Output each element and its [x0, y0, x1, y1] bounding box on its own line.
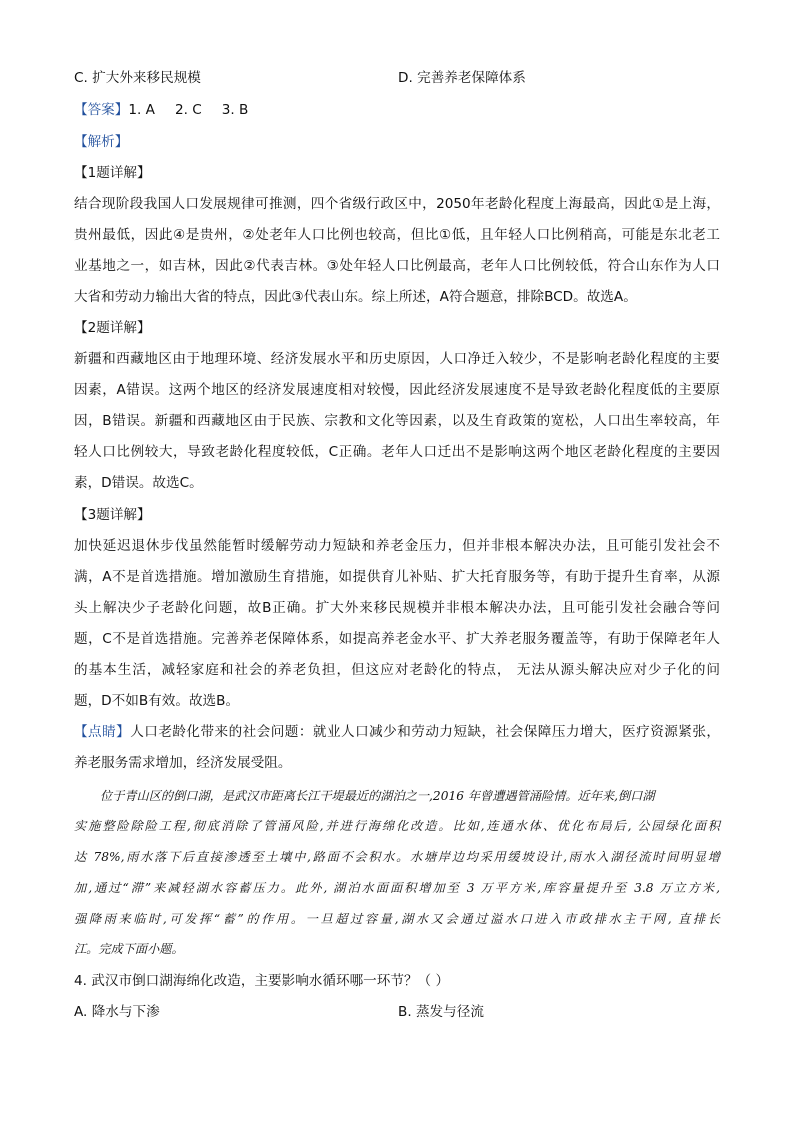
point-line [74, 723, 720, 741]
q2-line: 新疆和西藏地区由于地理环境、经济发展水平和历史原因，人口净迁入较少，不是影响老龄化程度的主要 [74, 351, 720, 367]
q3-line: 题，D不如B有效。故选B。 [74, 693, 240, 709]
q4-stem: 4. 武汉市倒口湖海绵化改造，主要影响水循环哪一环节？（ ） [74, 973, 450, 989]
point-text: 人口老龄化带来的社会问题：就业人口减少和劳动力短缺，社会保障压力增大，医疗资源紧张， [130, 724, 721, 740]
point-line: 养老服务需求增加，经济发展受阻。 [74, 755, 292, 771]
passage-line: 实施整险除险工程,彻底消除了管涌风险,并进行海绵化改造。比如,连通水体、优化布局后, 公园绿化面积 [74, 819, 720, 833]
passage-line: 达 78%,雨水落下后直接渗透至土壤中,路面不会积水。水塘岸边均采用缓坡设计,雨水入湖径流时间明显增 [74, 850, 720, 864]
q1-line: 结合现阶段我国人口发展规律可推测，四个省级行政区中，2050年老龄化程度上海最高，因此①是上海， [74, 196, 720, 212]
q3-line: 的基本生活，减轻家庭和社会的养老负担，但这应对老龄化的特点， 无法从源头解决应对少子化的问 [74, 662, 720, 678]
passage-line: 位于青山区的倒口湖，是武汉市距离长江干堤最近的湖泊之一,2016 年曾遭遇管涌险情。近年来,倒口湖 [100, 789, 655, 803]
answer-1: 1. A [128, 102, 155, 118]
q1-line: 业基地之一，如吉林，因此②代表吉林。③处年轻人口比例最高，老年人口比例较低，符合山东作为人口 [74, 258, 720, 274]
option-c: C. 扩大外来移民规模 [74, 70, 201, 86]
analysis-label: 【解析】 [74, 134, 129, 150]
q3-line: 加快延迟退休步伐虽然能暂时缓解劳动力短缺和养老金压力，但并非根本解决办法，且可能引发社会不 [74, 538, 720, 554]
option-d: D. 完善养老保障体系 [398, 70, 526, 86]
answer-3: 3. B [221, 102, 249, 118]
passage-line: 强降雨来临时,可发挥“蓄”的作用。一旦超过容量,湖水又会通过溢水口进入市政排水主干网, 直排长 [74, 912, 720, 926]
answer-line [74, 101, 268, 119]
q4-option-b: B. 蒸发与径流 [398, 1004, 484, 1020]
q4-option-a: A. 降水与下渗 [74, 1004, 160, 1020]
q2-line: 素，D错误。故选C。 [74, 475, 203, 491]
passage-line: 江。完成下面小题。 [74, 942, 184, 956]
q1-line: 贵州最低，因此④是贵州，②处老年人口比例也较高，但比①低，且年轻人口比例稍高，可能是东北老工 [74, 227, 720, 243]
q2-line: 轻人口比例较大，导致老龄化程度较低，C正确。老年人口迁出不是影响这两个地区老龄化程度的主要因 [74, 444, 720, 460]
answer-values [128, 102, 268, 118]
answer-2: 2. C [174, 102, 202, 118]
q2-line: 因，B错误。新疆和西藏地区由于民族、宗教和文化等因素，以及生育政策的宽松，人口出生率较高，年 [74, 413, 720, 429]
q2-line: 因素，A错误。这两个地区的经济发展速度相对较慢，因此经济发展速度不是导致老龄化程度低的主要原 [74, 382, 720, 398]
q1-line: 大省和劳动力输出大省的特点，因此③代表山东。综上所述，A符合题意，排除BCD。故选A。 [74, 289, 637, 305]
q3-line: 头上解决少子老龄化问题，故B正确。扩大外来移民规模并非根本解决办法，且可能引发社会融合等问 [74, 600, 720, 616]
q3-line: 题，C不是首选措施。完善养老保障体系，如提高养老金水平、扩大养老服务覆盖等，有助于保障老年人 [74, 631, 720, 647]
q3-line: 满，A不是首选措施。增加激励生育措施，如提供育儿补贴、扩大托育服务等，有助于提升生育率，从源 [74, 569, 720, 585]
q2-heading: 【2题详解】 [74, 320, 151, 336]
point-label: 【点睛】 [74, 724, 131, 740]
q1-heading: 【1题详解】 [74, 165, 151, 181]
answer-label: 【答案】 [74, 102, 129, 118]
q3-heading: 【3题详解】 [74, 507, 151, 523]
passage-line: 加,通过“滞”来减轻湖水容蓄压力。此外, 湖泊水面面积增加至 3 万平方米,库容量提升至 3.8 万立方米, [74, 881, 720, 895]
